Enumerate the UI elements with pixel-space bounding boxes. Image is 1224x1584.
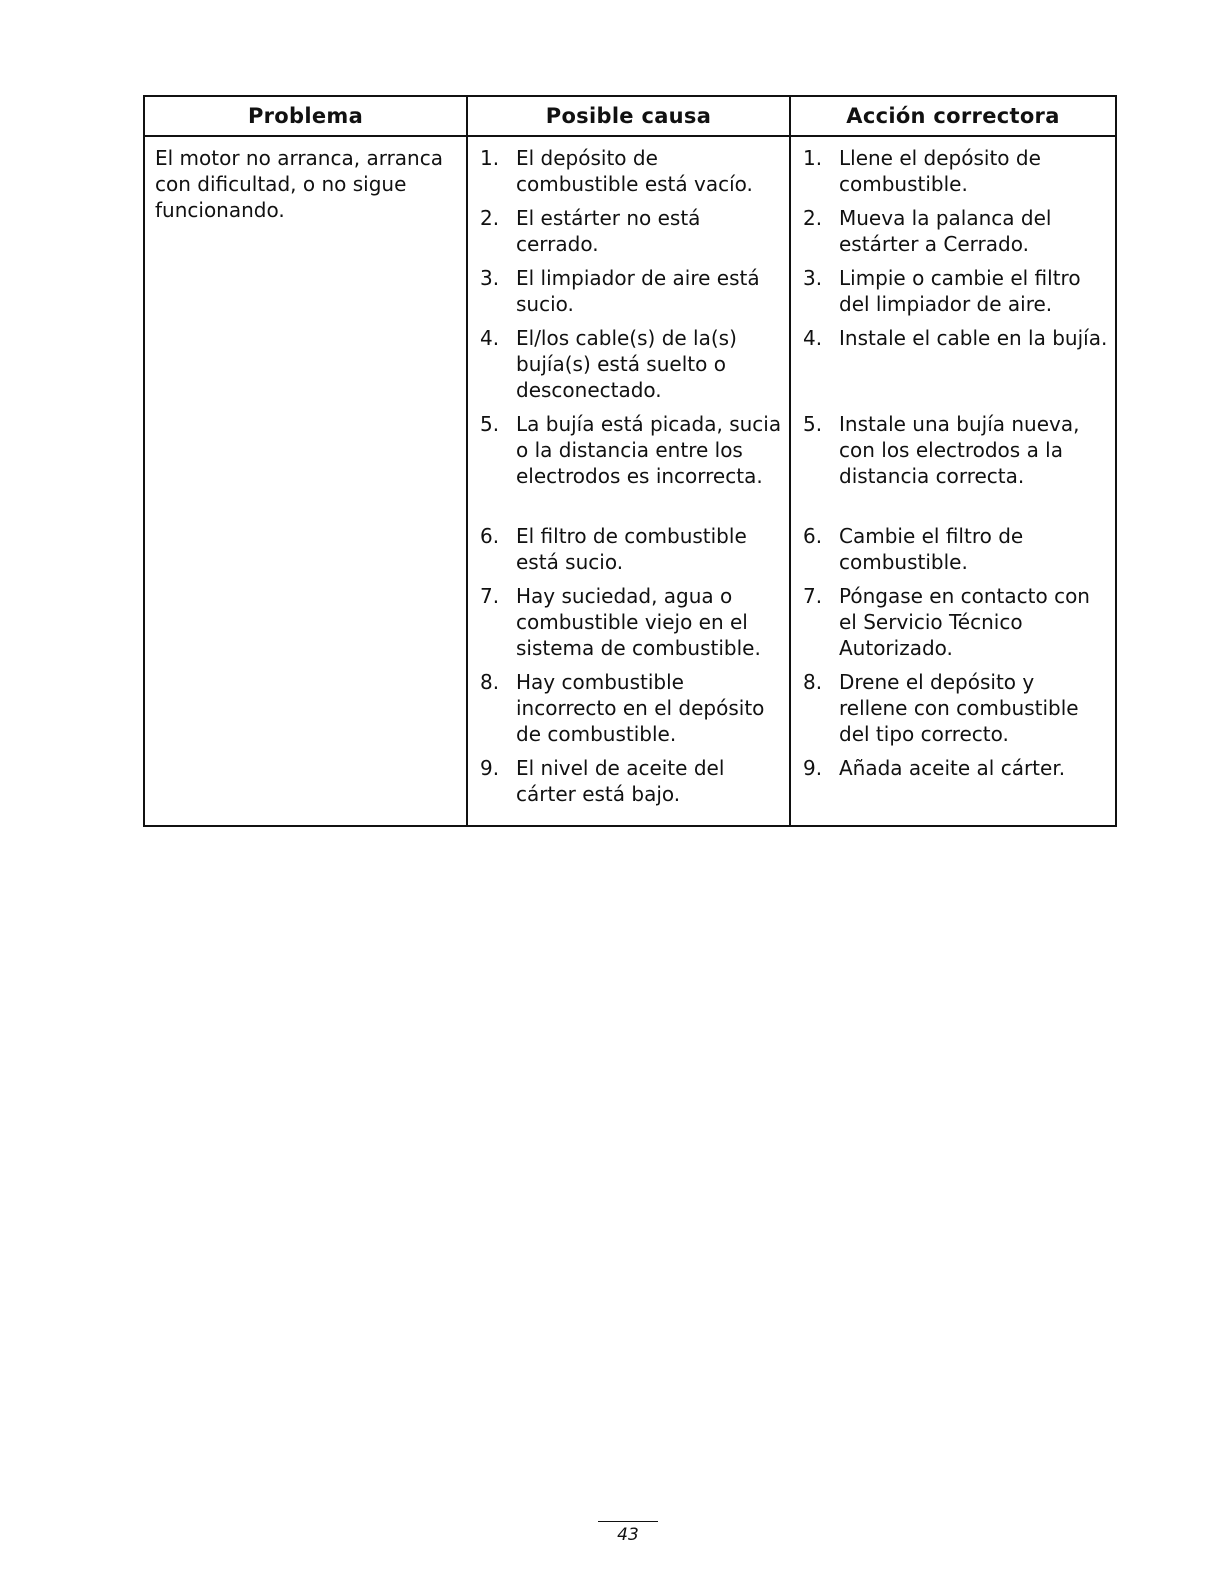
troubleshooting-table [143,95,1117,827]
cause-text: El limpiador de aire está sucio. [516,266,760,316]
action-item [801,755,1109,811]
table-row [144,136,1116,826]
cause-text: El estárter no está cerrado. [516,206,701,256]
header-corrective-action: Acción correctora [790,96,1116,136]
action-number: 6. [803,524,823,548]
action-item [801,583,1109,665]
action-number: 8. [803,670,823,694]
cause-item [478,411,783,519]
cause-text: El filtro de combustible está sucio. [516,524,747,574]
cause-cell [467,136,790,826]
cause-number: 9. [480,756,500,780]
action-number: 4. [803,326,823,350]
cause-number: 8. [480,670,500,694]
cause-number: 6. [480,524,500,548]
cause-item [478,583,783,665]
cause-item [478,145,783,201]
action-text: Cambie el filtro de combustible. [839,524,1024,574]
cause-text: La bujía está picada, sucia o la distancia entre los electrodos es incorrecta. [516,412,782,488]
cause-item [478,265,783,321]
cause-text: El/los cable(s) de la(s) bujía(s) está suelto o desconectado. [516,326,737,402]
cause-number: 7. [480,584,500,608]
cause-number: 3. [480,266,500,290]
action-item [801,669,1109,751]
cause-number: 5. [480,412,500,436]
cause-text: Hay suciedad, agua o combustible viejo en el sistema de combustible. [516,584,761,660]
cause-list [478,145,783,811]
cause-text: El depósito de combustible está vacío. [516,146,753,196]
action-item [801,325,1109,407]
action-item [801,411,1109,519]
action-number: 7. [803,584,823,608]
action-text: Limpie o cambie el filtro del limpiador de aire. [839,266,1081,316]
action-number: 1. [803,146,823,170]
action-number: 9. [803,756,823,780]
cause-item [478,325,783,407]
cause-number: 4. [480,326,500,350]
page-number: 43 [617,1525,639,1545]
action-number: 3. [803,266,823,290]
action-text: Mueva la palanca del estárter a Cerrado. [839,206,1052,256]
action-cell [790,136,1116,826]
action-text: Instale el cable en la bujía. [839,326,1108,350]
cause-text: Hay combustible incorrecto en el depósito de combustible. [516,670,765,746]
action-item [801,523,1109,579]
action-number: 5. [803,412,823,436]
cause-number: 1. [480,146,500,170]
cause-item [478,755,783,811]
table-header-row [144,96,1116,136]
action-text: Llene el depósito de combustible. [839,146,1041,196]
cause-item [478,523,783,579]
cause-item [478,669,783,751]
action-item [801,205,1109,261]
header-problem: Problema [144,96,467,136]
cause-text: El nivel de aceite del cárter está bajo. [516,756,725,806]
action-text: Añada aceite al cárter. [839,756,1066,780]
action-item [801,145,1109,201]
cause-number: 2. [480,206,500,230]
action-text: Póngase en contacto con el Servicio Técnico Autorizado. [839,584,1090,660]
problem-text: El motor no arranca, arranca con dificultad, o no sigue funcionando. [155,146,443,222]
action-list [801,145,1109,811]
header-possible-cause: Posible causa [467,96,790,136]
cause-item [478,205,783,261]
action-number: 2. [803,206,823,230]
footer-rule [598,1521,658,1522]
action-text: Instale una bujía nueva, con los electrodos a la distancia correcta. [839,412,1080,488]
action-text: Drene el depósito y rellene con combustible del tipo correcto. [839,670,1079,746]
problem-cell [144,136,467,826]
action-item [801,265,1109,321]
